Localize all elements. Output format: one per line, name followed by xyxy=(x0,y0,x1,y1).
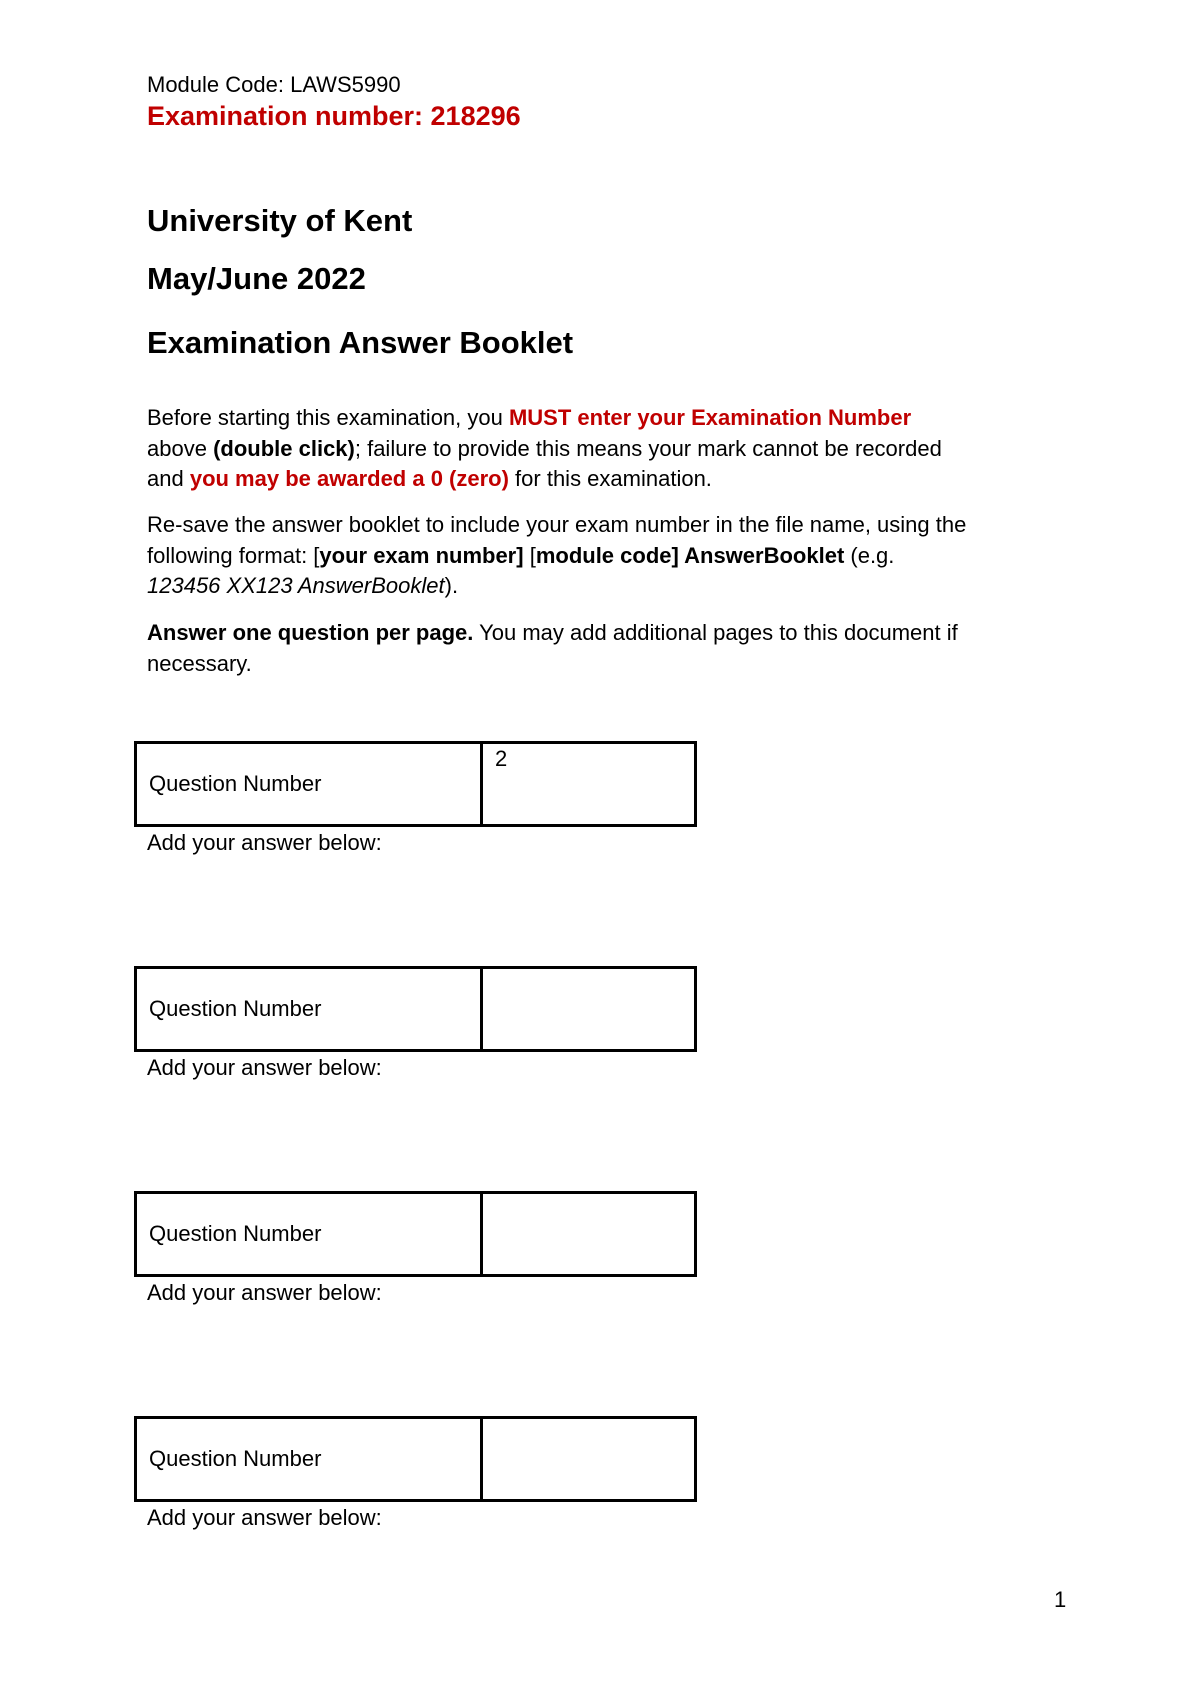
question-number-label: Question Number xyxy=(137,1419,483,1499)
module-code: Module Code: LAWS5990 xyxy=(147,72,401,97)
question-number-label: Question Number xyxy=(137,969,483,1049)
question-number-table xyxy=(134,1191,697,1277)
instruction-example: 123456 XX123 AnswerBooklet xyxy=(147,573,445,598)
exam-number-field[interactable]: Examination number: 218296 xyxy=(147,101,521,131)
instruction-text: Before starting this examination, you xyxy=(147,405,509,430)
instruction-emphasis: your exam number] xyxy=(319,542,524,568)
question-number-table xyxy=(134,1416,697,1502)
instruction-text: Re-save the answer booklet to include your exam number in the file name, using the xyxy=(147,512,967,537)
instruction-emphasis: module code] AnswerBooklet xyxy=(535,542,845,568)
instruction-emphasis: MUST enter your Examination Number xyxy=(508,405,912,430)
instruction-text: following format: [ xyxy=(147,542,320,568)
answer-prompt: Add your answer below: xyxy=(147,830,382,855)
instruction-text: ; failure to provide this means your mark cannot be recorded xyxy=(354,435,942,461)
instruction-text: ). xyxy=(444,573,459,598)
answer-prompt: Add your answer below: xyxy=(147,1505,382,1530)
instruction-emphasis: Answer one question per page. xyxy=(147,620,474,645)
instruction-text: (e.g. xyxy=(844,542,895,568)
instruction-text: necessary. xyxy=(147,650,252,676)
instruction-paragraph-2 xyxy=(147,510,1067,602)
answer-prompt: Add your answer below: xyxy=(147,1055,382,1080)
answer-prompt: Add your answer below: xyxy=(147,1280,382,1305)
question-number-input[interactable]: 2 xyxy=(495,746,508,771)
question-number-input[interactable] xyxy=(483,969,694,1049)
question-number-input[interactable] xyxy=(483,1419,694,1499)
instruction-text: and xyxy=(147,466,190,491)
instruction-text: You may add additional pages to this document if xyxy=(473,620,958,645)
university-title: University of Kent xyxy=(147,203,413,238)
instruction-paragraph-1 xyxy=(147,403,1067,495)
instruction-text: for this examination. xyxy=(508,466,712,491)
question-number-label: Question Number xyxy=(137,1194,483,1274)
question-number-label: Question Number xyxy=(137,744,483,824)
page-number: 1 xyxy=(1054,1587,1067,1612)
instruction-text: [ xyxy=(523,542,536,568)
question-number-input[interactable] xyxy=(483,1194,694,1274)
instruction-emphasis: (double click) xyxy=(213,435,355,461)
booklet-title: Examination Answer Booklet xyxy=(147,325,574,360)
instruction-emphasis: you may be awarded a 0 (zero) xyxy=(189,466,509,491)
instruction-paragraph-3 xyxy=(147,618,1067,679)
question-number-table xyxy=(134,741,697,827)
session-title: May/June 2022 xyxy=(147,261,366,296)
instruction-text: above xyxy=(147,435,214,461)
question-number-table xyxy=(134,966,697,1052)
